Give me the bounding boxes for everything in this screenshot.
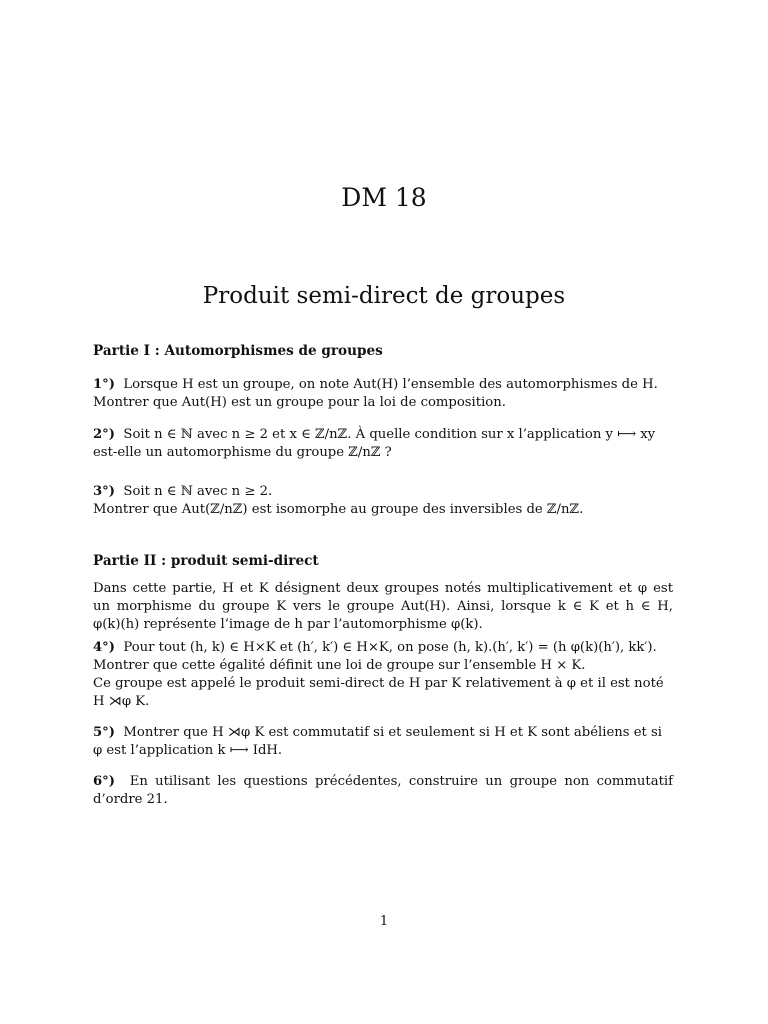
part2-intro-line-1: Dans cette partie, H et K désignent deux groupes notés multiplicativement et φ est [93, 581, 673, 596]
question-3 [93, 483, 673, 519]
question-4-line-2: Montrer que cette égalité définit une loi de groupe sur l’ensemble H × K. [93, 658, 586, 673]
question-6 [93, 773, 673, 809]
question-5-line-2: φ est l’application k ⟼ IdH. [93, 743, 283, 758]
question-5-number: 5°) [93, 725, 116, 740]
page-number: 1 [379, 914, 389, 929]
question-5 [93, 724, 673, 760]
question-1 [93, 376, 673, 412]
document-title: DM 18 [341, 183, 427, 212]
question-3-line-1: Soit n ∈ ℕ avec n ≥ 2. [123, 484, 273, 499]
part2-heading: Partie II : produit semi-direct [93, 553, 319, 569]
question-4-number: 4°) [93, 640, 116, 655]
question-4-line-1: Pour tout (h, k) ∈ H×K et (h′, k′) ∈ H×K, on pose (h, k).(h′, k′) = (h φ(k)(h′), kk′). [123, 640, 657, 655]
question-3-line-2: Montrer que Aut(ℤ/nℤ) est isomorphe au groupe des inversibles de ℤ/nℤ. [93, 502, 584, 517]
question-2-number: 2°) [93, 427, 116, 442]
question-6-line-1: En utilisant les questions précédentes, construire un groupe non commutatif [129, 774, 673, 789]
question-6-number: 6°) [93, 774, 116, 789]
question-1-line-1: Lorsque H est un groupe, on note Aut(H) l’ensemble des automorphismes de H. [123, 377, 658, 392]
question-4-line-4: H ⋊φ K. [93, 694, 150, 709]
question-4 [93, 639, 673, 711]
question-2 [93, 426, 673, 462]
question-3-number: 3°) [93, 484, 116, 499]
part1-heading: Partie I : Automorphismes de groupes [93, 343, 383, 359]
question-2-line-2: est-elle un automorphisme du groupe ℤ/nℤ ? [93, 445, 392, 460]
question-2-line-1: Soit n ∈ ℕ avec n ≥ 2 et x ∈ ℤ/nℤ. À quelle condition sur x l’application y ⟼ xy [123, 427, 656, 442]
part2-intro [93, 580, 673, 634]
part2-intro-line-3: φ(k)(h) représente l’image de h par l’automorphisme φ(k). [93, 617, 483, 632]
part2-intro-line-2: un morphisme du groupe K vers le groupe Aut(H). Ainsi, lorsque k ∈ K et h ∈ H, [93, 599, 673, 614]
question-4-line-3: Ce groupe est appelé le produit semi-direct de H par K relativement à φ et il est noté [93, 676, 664, 691]
question-5-line-1: Montrer que H ⋊φ K est commutatif si et seulement si H et K sont abéliens et si [123, 725, 663, 740]
question-1-number: 1°) [93, 377, 116, 392]
question-6-line-2: d’ordre 21. [93, 792, 168, 807]
question-1-line-2: Montrer que Aut(H) est un groupe pour la loi de composition. [93, 395, 506, 410]
document-subtitle: Produit semi-direct de groupes [202, 283, 566, 309]
